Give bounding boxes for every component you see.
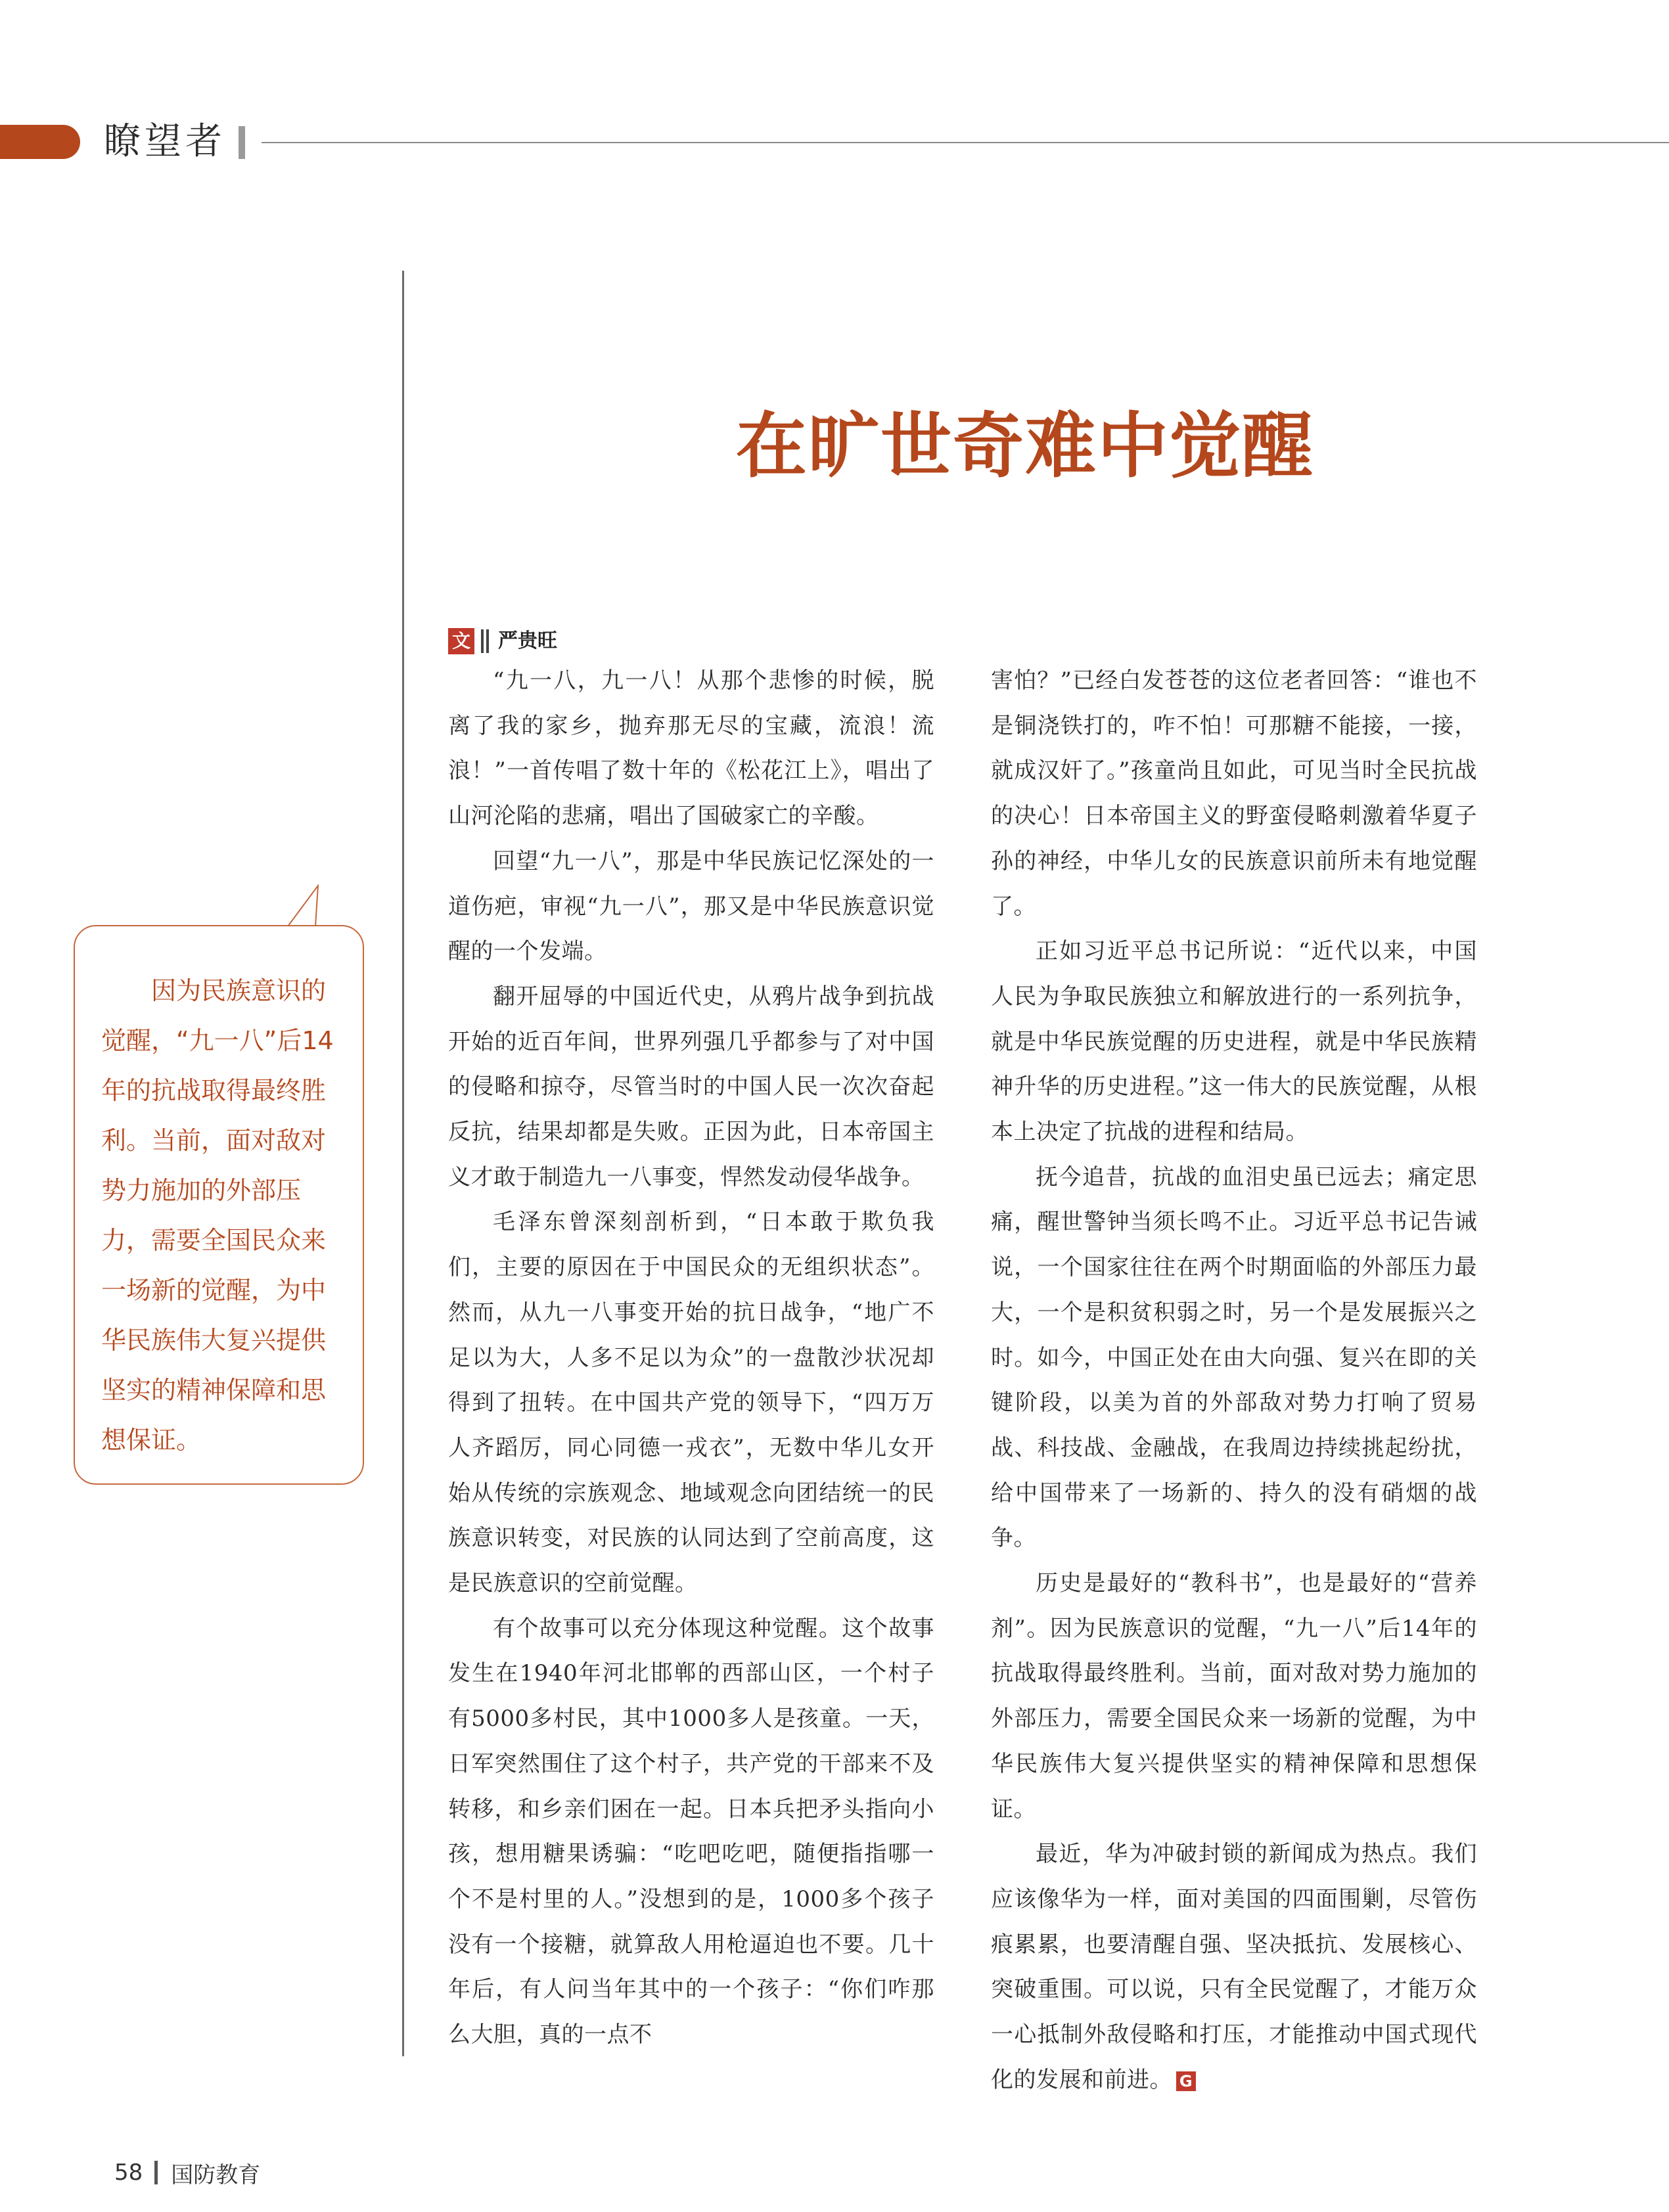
speech-bubble-tail-icon — [283, 884, 335, 928]
section-title: 瞭望者 — [104, 120, 226, 163]
header-rule — [262, 142, 1669, 143]
footer-separator — [154, 2161, 158, 2184]
paragraph: 翻开屈辱的中国近代史，从鸦片战争到抗战开始的近百年间，世界列强几乎都参与了对中国的侵略和掠夺，尽管当时的中国人民一次次奋起反抗，结果却都是失败。正因为此，日本帝国主义才敢于制造九一八事变，悍然发动侵华战争。 — [448, 983, 934, 1190]
article-column-right — [991, 658, 1477, 2103]
page-number: 58 — [114, 2159, 143, 2186]
byline-separator — [481, 629, 484, 653]
paragraph: 历史是最好的“教科书”，也是最好的“营养剂”。因为民族意识的觉醒，“九一八”后14年的抗战取得最终胜利。当前，面对敌对势力施加的外部压力，需要全国民众来一场新的觉醒，为中华民族伟大复兴提供坚实的精神保障和思想保证。 — [991, 1570, 1477, 1822]
end-mark-icon: G — [1176, 2071, 1196, 2091]
paragraph: 有个故事可以充分体现这种觉醒。这个故事发生在1940年河北邯郸的西部山区，一个村子有5000多村民，其中1000多人是孩童。一天，日军突然围住了这个村子，共产党的干部来不及转移，和乡亲们困在一起。日本兵把矛头指向小孩，想用糖果诱骗：“吃吧吃吧，随便指指哪一个不是村里的人。”没想到的是，1000多个孩子没有一个接糖，就算敌人用枪逼迫也不要。几十年后，有人问当年其中的一个孩子：“你们咋那么大胆，真的一点不 — [448, 1615, 934, 2048]
pull-quote-text: 因为民族意识的觉醒，“九一八”后14年的抗战取得最终胜利。当前，面对敌对势力施加的外部压力，需要全国民众来一场新的觉醒，为中华民族伟大复兴提供坚实的精神保障和思想保证。 — [101, 976, 334, 1455]
paragraph: “九一八，九一八！从那个悲惨的时候，脱离了我的家乡，抛弃那无尽的宝藏，流浪！流浪！”一首传唱了数十年的《松花江上》，唱出了山河沦陷的悲痛，唱出了国破家亡的辛酸。 — [448, 667, 934, 830]
byline-mark: 文 — [448, 628, 474, 654]
byline-separator — [486, 629, 489, 653]
paragraph: 毛泽东曾深刻剖析到，“日本敢于欺负我们，主要的原因在于中国民众的无组织状态”。然而，从九一八事变开始的抗日战争，“地广不足以为大，人多不足以为众”的一盘散沙状况却得到了扭转。在中国共产党的领导下，“四万万人齐蹈厉，同心同德一戎衣”，无数中华儿女开始从传统的宗族观念、地域观念向团结统一的民族意识转变，对民族的认同达到了空前高度，这是民族意识的空前觉醒。 — [448, 1209, 934, 1597]
page-footer — [114, 2155, 260, 2190]
author-name: 严贵旺 — [498, 629, 557, 652]
pull-quote — [74, 925, 364, 1485]
column-divider-rule — [402, 271, 404, 2056]
article-title: 在旷世奇难中觉醒 — [735, 405, 1314, 487]
paragraph-continuation: 害怕？”已经白发苍苍的这位老者回答：“谁也不是铜浇铁打的，咋不怕！可那糖不能接，一接，就成汉奸了。”孩童尚且如此，可见当时全民抗战的决心！日本帝国主义的野蛮侵略刺激着华夏子孙的神经，中华儿女的民族意识前所未有地觉醒了。 — [991, 667, 1477, 920]
paragraph-text: 最近，华为冲破封锁的新闻成为热点。我们应该像华为一样，面对美国的四面围剿，尽管伤痕累累，也要清醒自强、坚决抵抗、发展核心、突破重围。可以说，只有全民觉醒了，才能万众一心抵制外敌侵略和打压，才能推动中国式现代化的发展和前进。 — [991, 1841, 1477, 2093]
paragraph: 回望“九一八”，那是中华民族记忆深处的一道伤疤，审视“九一八”，那又是中华民族意识觉醒的一个发端。 — [448, 847, 934, 965]
paragraph-last — [991, 1832, 1477, 2102]
article-column-left — [448, 658, 934, 2058]
paragraph: 抚今追昔，抗战的血泪史虽已远去；痛定思痛，醒世警钟当须长鸣不止。习近平总书记告诫说，一个国家往往在两个时期面临的外部压力最大，一个是积贫积弱之时，另一个是发展振兴之时。如今，中国正处在由大向强、复兴在即的关键阶段，以美为首的外部敌对势力打响了贸易战、科技战、金融战，在我周边持续挑起纷扰，给中国带来了一场新的、持久的没有硝烟的战争。 — [991, 1163, 1477, 1552]
byline — [448, 625, 557, 657]
paragraph: 正如习近平总书记所说：“近代以来，中国人民为争取民族独立和解放进行的一系列抗争，就是中华民族觉醒的历史进程，就是中华民族精神升华的历史进程。”这一伟大的民族觉醒，从根本上决定了抗战的进程和结局。 — [991, 938, 1477, 1146]
magazine-name: 国防教育 — [171, 2161, 261, 2188]
section-tab-decoration — [0, 125, 80, 159]
section-title-bar — [239, 126, 245, 159]
